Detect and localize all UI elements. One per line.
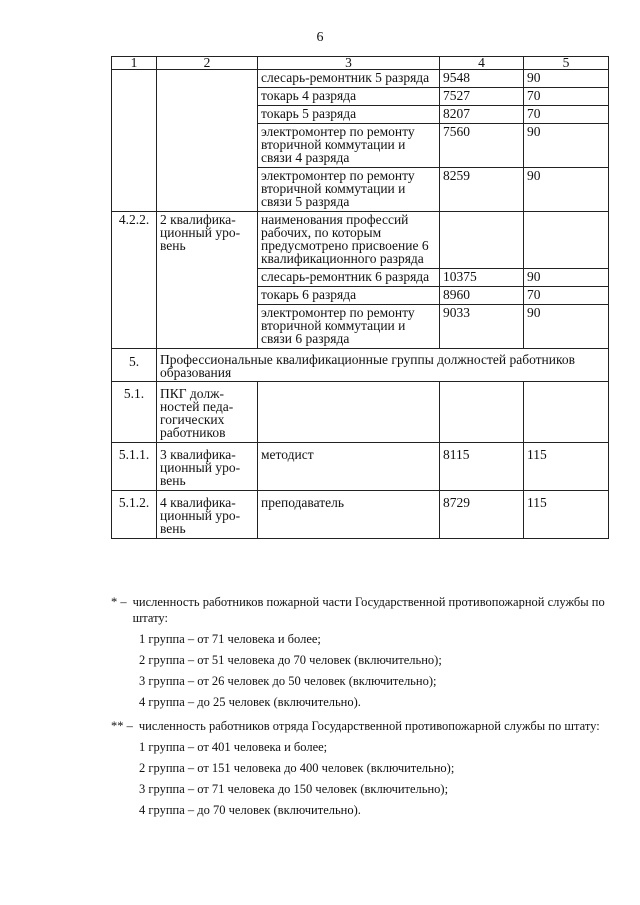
table-header-row <box>112 57 609 70</box>
footnote-marker: ** – <box>111 719 133 733</box>
footnote-head <box>111 594 611 626</box>
page-number: 6 <box>316 30 324 45</box>
profession-cell: методист <box>258 443 440 491</box>
row-group-level-cell <box>157 70 258 212</box>
footnote-item: 4 группа – до 25 человек (включительно). <box>139 695 361 709</box>
table-row <box>112 491 609 539</box>
table-row <box>112 212 609 269</box>
footnote-marker: * – <box>111 595 127 609</box>
profession-cell: слесарь-ремонтник 6 разряда <box>258 269 440 287</box>
percent-cell: 115 <box>524 491 609 539</box>
salary-cell: 9033 <box>440 305 524 349</box>
profession-cell: токарь 4 разряда <box>258 88 440 106</box>
percent-cell: 90 <box>524 305 609 349</box>
row-number-cell: 5.1.2. <box>112 491 157 539</box>
qualification-level-cell: 3 квалифика-ционный уро-вень <box>157 443 258 491</box>
salary-cell: 7527 <box>440 88 524 106</box>
table-section-row <box>112 349 609 382</box>
footnote-item: 2 группа – от 51 человека до 70 человек (включительно); <box>139 653 442 667</box>
salary-cell: 8207 <box>440 106 524 124</box>
qualification-level-cell: 4 квалифика-ционный уро-вень <box>157 491 258 539</box>
footnotes <box>111 592 611 818</box>
profession-cell: электромонтер по ремонту вторичной коммутации и связи 6 разряда <box>258 305 440 349</box>
table-row <box>112 70 609 88</box>
footnote-item: 4 группа – до 70 человек (включительно). <box>139 803 361 817</box>
percent-cell: 90 <box>524 269 609 287</box>
row-number-cell: 5.1. <box>112 382 157 443</box>
percent-cell: 90 <box>524 124 609 168</box>
percent-cell: 90 <box>524 168 609 212</box>
salary-cell: 8960 <box>440 287 524 305</box>
footnote-fire-unit <box>111 594 611 710</box>
section-number-cell: 5. <box>112 349 157 382</box>
row-group-number-cell <box>112 70 157 212</box>
percent-cell: 70 <box>524 88 609 106</box>
footnote-text: численность работников отряда Государственной противопожарной службы по штату: <box>138 719 600 733</box>
column-header-2: 2 <box>157 57 258 70</box>
percent-cell <box>524 382 609 443</box>
qualification-level-cell: 2 квалифика-ционный уро-вень <box>157 212 258 349</box>
row-number-cell: 5.1.1. <box>112 443 157 491</box>
profession-cell: электромонтер по ремонту вторичной коммутации и связи 4 разряда <box>258 124 440 168</box>
percent-cell: 70 <box>524 106 609 124</box>
salary-cell: 8729 <box>440 491 524 539</box>
percent-cell: 70 <box>524 287 609 305</box>
salary-cell: 7560 <box>440 124 524 168</box>
profession-cell: преподаватель <box>258 491 440 539</box>
row-number-cell: 4.2.2. <box>112 212 157 349</box>
column-header-4: 4 <box>440 57 524 70</box>
footnote-item: 1 группа – от 401 человека и более; <box>139 740 328 754</box>
percent-cell <box>524 212 609 269</box>
profession-cell: наименования профессий рабочих, по которым предусмотрено присвоение 6 квалификационного разряда <box>258 212 440 269</box>
footnote-item: 2 группа – от 151 человека до 400 человек (включительно); <box>139 761 455 775</box>
column-header-1: 1 <box>112 57 157 70</box>
salary-cell <box>440 212 524 269</box>
table-row <box>112 382 609 443</box>
footnote-item: 3 группа – от 26 человек до 50 человек (включительно); <box>139 674 437 688</box>
salary-cell <box>440 382 524 443</box>
percent-cell: 115 <box>524 443 609 491</box>
salary-cell: 10375 <box>440 269 524 287</box>
footnote-item: 3 группа – от 71 человека до 150 человек (включительно); <box>139 782 449 796</box>
footnote-item: 1 группа – от 71 человека и более; <box>139 632 321 646</box>
salary-cell: 9548 <box>440 70 524 88</box>
profession-cell: электромонтер по ремонту вторичной коммутации и связи 5 разряда <box>258 168 440 212</box>
profession-cell <box>258 382 440 443</box>
salary-cell: 8115 <box>440 443 524 491</box>
section-title-cell: Профессиональные квалификационные группы должностей работников образования <box>157 349 609 382</box>
percent-cell: 90 <box>524 70 609 88</box>
column-header-5: 5 <box>524 57 609 70</box>
table-row <box>112 443 609 491</box>
salary-cell: 8259 <box>440 168 524 212</box>
group-name-cell: ПКГ долж-ностей педа-гогических работников <box>157 382 258 443</box>
footnote-head <box>111 718 611 734</box>
profession-cell: токарь 6 разряда <box>258 287 440 305</box>
profession-cell: токарь 5 разряда <box>258 106 440 124</box>
footnote-text: численность работников пожарной части Государственной противопожарной службы по штату: <box>132 595 605 625</box>
document-table <box>111 56 609 539</box>
column-header-3: 3 <box>258 57 440 70</box>
profession-cell: слесарь-ремонтник 5 разряда <box>258 70 440 88</box>
footnote-fire-detachment <box>111 718 611 818</box>
